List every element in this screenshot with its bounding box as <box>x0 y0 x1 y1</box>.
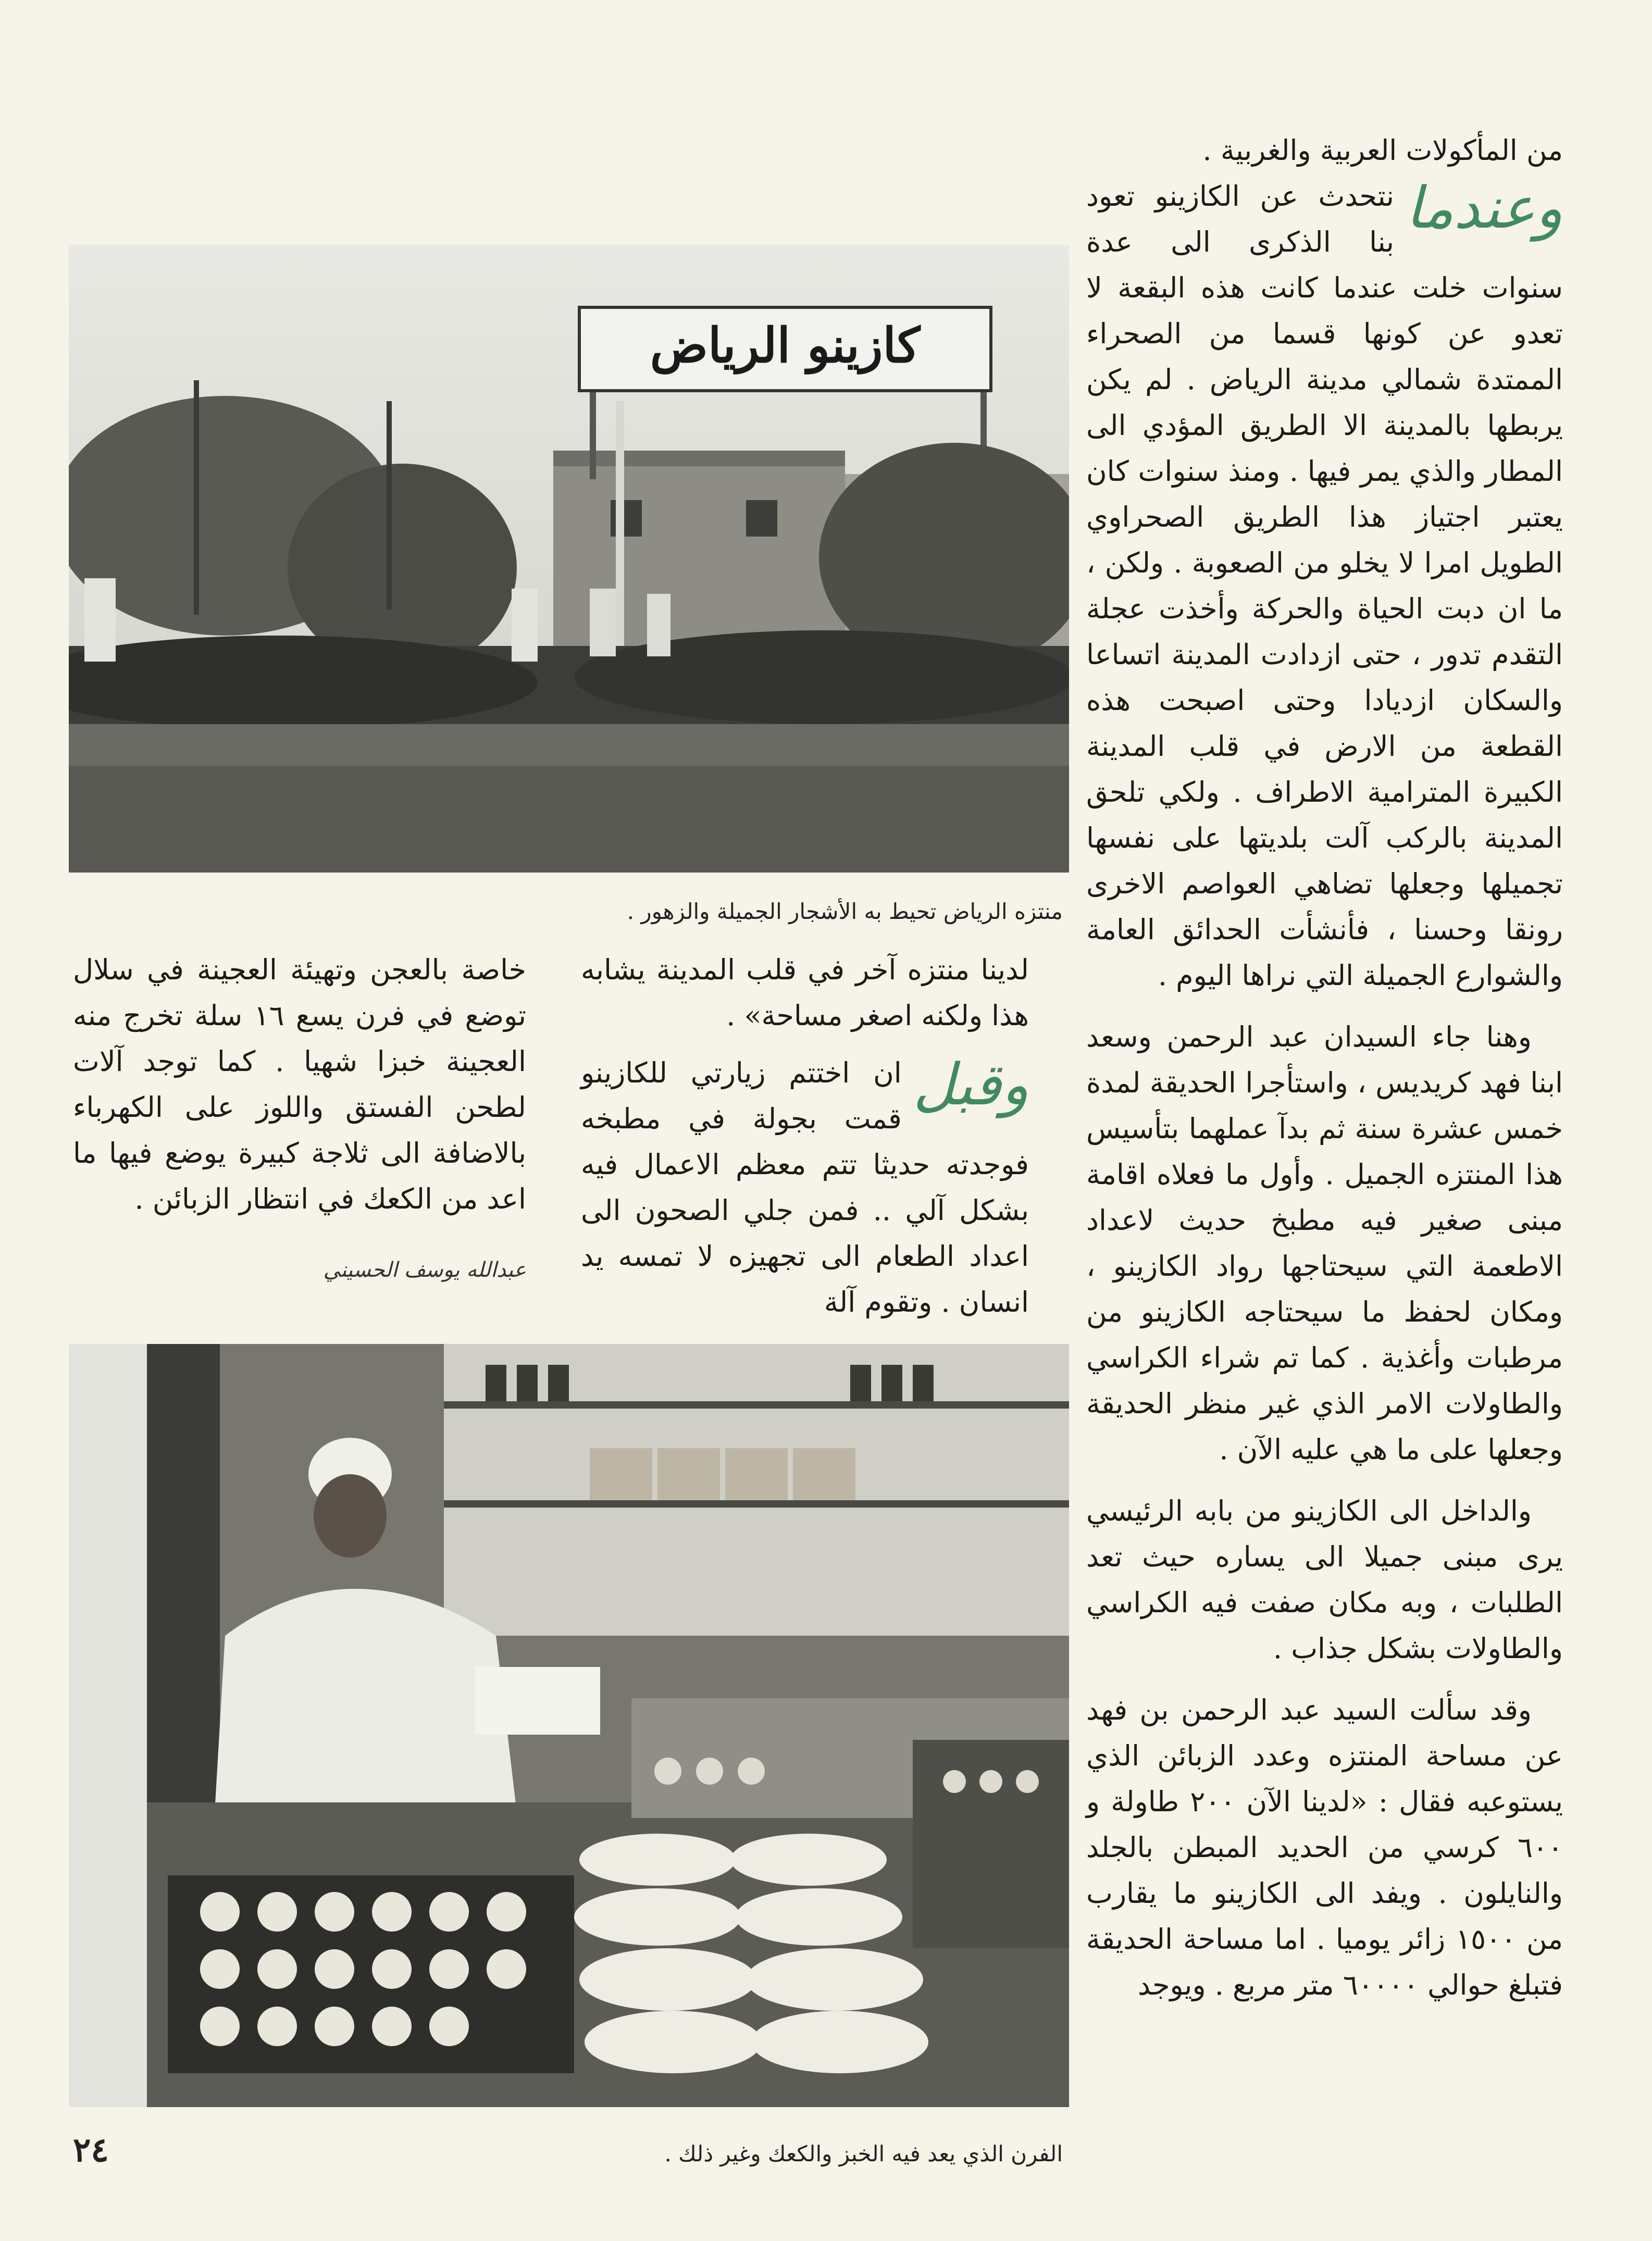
middle-paragraph-1: لدينا منتزه آخر في قلب المدينة يشابه هذا ولكنه اصغر مساحة» . <box>581 953 1029 1032</box>
opening-line: من المأكولات العربية والغربية . <box>1202 134 1563 167</box>
middle-article-column <box>581 947 1029 1325</box>
casino-sign-text: كازينو الرياض <box>650 317 921 374</box>
dropcap-when: وعندما <box>1405 175 1563 241</box>
left-article-column <box>73 947 526 1222</box>
casino-garden-photo <box>69 245 1069 873</box>
page-number: ٢٤ <box>73 2131 109 2170</box>
right-paragraph-1: نتحدث عن الكازينو تعود بنا الذكرى الى عدة سنوات خلت عندما كانت هذه البقعة لا تعدو عن كونها قسما من الصحراء الممتدة شمالي مدينة الرياض . لم يكن يربطها بالمدينة الا الطريق المؤدي الى المطار والذي يمر فيها . ومنذ سنوات كان يعتبر اجتياز هذا الطريق الصحراوي الطويل امرا لا يخلو من الصعوبة . ولكن ، ما ان دبت الحياة والحركة وأخذت عجلة التقدم تدور ، حتى ازدادت المدينة اتساعا والسكان ازديادا وحتى اصبحت هذه القطعة من الارض في قلب المدينة الكبيرة المترامية الاطراف . ولكي تلحق المدينة بالركب آلت بلديتها على نفسها تجميلها وجعلها تضاهي العواصم الاخرى رونقا وحسنا ، فأنشأت الحدائق العامة والشوارع الجميلة التي نراها اليوم . <box>1086 180 1563 992</box>
right-paragraph-4: وقد سألت السيد عبد الرحمن بن فهد عن مساحة المنتزه وعدد الزبائن الذي يستوعبه فقال : «لدينا الآن ٢٠٠ طاولة و ٦٠٠ كرسي من الحديد المبطن بالجلد والنايلون . ويفد الى الكازينو ما يقارب من ١٥٠٠ زائر يوميا . اما مساحة الحديقة فتبلغ حوالي ٦٠٠٠٠ متر مربع . ويوجد <box>1086 1694 1563 2001</box>
left-paragraph-1: خاصة بالعجن وتهيئة العجينة في سلال توضع في فرن يسع ١٦ سلة تخرج منه العجينة خبزا شهيا . كما توجد آلات لطحن الفستق واللوز على الكهرباء بالاضافة الى ثلاجة كبيرة يوضع فيها ما اعد من الكعك في انتظار الزبائن . <box>73 953 527 1215</box>
middle-paragraph-2: ان اختتم زيارتي للكازينو قمت بجولة في مطبخه فوجدته حديثا تتم معظم الاعمال فيه بشكل آلي .. فمن جلي الصحون الى اعداد الطعام الى تجهيزه لا تمسه يد انسان . وتقوم آلة <box>581 1056 1029 1318</box>
right-paragraph-3: والداخل الى الكازينو من بابه الرئيسي يرى مبنى جميلا الى يساره حيث تعد الطلبات ، وبه مكان صفت فيه الكراسي والطاولات بشكل جذاب . <box>1086 1495 1563 1665</box>
author-signature: عبدالله يوسف الحسيني <box>323 1258 526 1282</box>
dropcap-before: وقبل <box>913 1051 1029 1118</box>
bakery-photo <box>69 1344 1069 2107</box>
right-article-column <box>1086 128 1563 2008</box>
right-paragraph-2: وهنا جاء السيدان عبد الرحمن وسعد ابنا فهد كريديس ، واستأجرا الحديقة لمدة خمس عشرة سنة ثم بدآ عملهما بتأسيس هذا المنتزه الجميل . وأول ما فعلاه اقامة مبنى صغير فيه مطبخ حديث لاعداد الاطعمة التي سيحتاجها رواد الكازينو ، ومكان لحفظ ما سيحتاجه الكازينو من مرطبات وأغذية . كما تم شراء الكراسي والطاولات الامر الذي غير منظر الحديقة وجعلها على ما هي عليه الآن . <box>1086 1020 1563 1466</box>
top-photo-caption: منتزه الرياض تحيط به الأشجار الجميلة والزهور . <box>627 899 1063 924</box>
bottom-photo-caption: الفرن الذي يعد فيه الخبز والكعك وغير ذلك . <box>664 2141 1063 2167</box>
